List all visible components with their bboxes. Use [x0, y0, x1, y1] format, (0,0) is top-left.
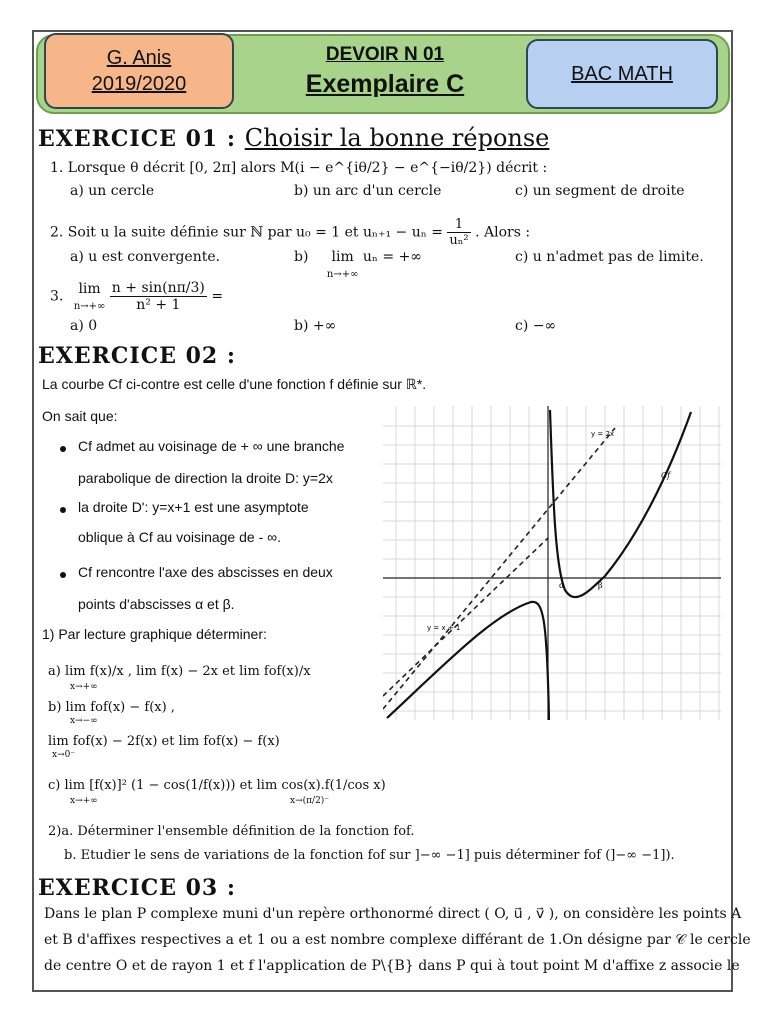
q2-stem-end: . Alors : [475, 224, 531, 241]
curve-cf-left [387, 602, 549, 720]
bullet-dot [60, 572, 66, 578]
exercise1-title: EXERCICE 01 : [38, 126, 237, 152]
ex3-line3: de centre O et de rayon 1 et f l'application de P\{B} dans P qui à tout point M d'affixe z associe le [44, 958, 740, 974]
exam-title [270, 44, 500, 99]
ex2-q1c-sub2: x→(π/2)⁻ [290, 796, 330, 806]
q3-stem [50, 280, 223, 313]
ex2-q2a: 2)a. Déterminer l'ensemble définition de la fonction fof. [48, 824, 415, 839]
ex2-known: On sait que: [42, 408, 118, 424]
bullet3-line2: points d'abscisses α et β. [78, 596, 235, 612]
author-name: G. Anis [106, 47, 172, 69]
q3-fraction [110, 280, 207, 313]
exercise1-heading [38, 124, 549, 152]
ex2-q1a-sub: x→+∞ [70, 682, 98, 692]
ex3-line1: Dans le plan P complexe muni d'un repère orthonormé direct ( O, u⃗ , v⃗ ), on considère les points A [44, 906, 742, 922]
curve-cf-right [550, 410, 691, 597]
label-cf: Cf [661, 471, 671, 480]
q1-stem: 1. Lorsque θ décrit [0, 2π] alors M(i − e^{iθ/2} − e^{−iθ/2}) décrit : [50, 160, 548, 176]
ex3-line2: et B d'affixes respectives a et 1 ou a est nombre complexe différant de 1.On désigne par 𝒞 le cercle [44, 932, 751, 948]
q2-option-b [294, 249, 422, 281]
q2-lim-value: uₙ = +∞ [362, 249, 422, 265]
q2-frac-num: 1 [447, 217, 470, 233]
ex2-q1c-sub1: x→+∞ [70, 796, 98, 806]
ex2-q1b: b) lim fof(x) − f(x) , [48, 700, 175, 715]
q3-option-b: b) +∞ [294, 318, 337, 334]
q2-stem-text: 2. Soit u la suite définie sur ℕ par u₀ = 1 et uₙ₊₁ − uₙ = [50, 224, 443, 241]
exercise3-heading: EXERCICE 03 : [38, 875, 237, 901]
label-y-x-plus-1: y = x + 1 [427, 624, 461, 632]
bullet1-line1: Cf admet au voisinage de + ∞ une branche [78, 438, 345, 454]
q1-option-b: b) un arc d'un cercle [294, 183, 442, 199]
q3-option-a: a) 0 [70, 318, 98, 334]
label-alpha: α [559, 581, 565, 590]
label-y-2x: y = 2x [591, 430, 615, 438]
exercise2-heading: EXERCICE 02 : [38, 343, 237, 369]
devoir-number: DEVOIR N 01 [325, 44, 445, 65]
ex2-q1a: a) lim f(x)/x , lim f(x) − 2x et lim fof(x)/x [48, 664, 311, 679]
q2-option-b-letter: b) [294, 249, 309, 265]
ex2-q1b2: lim fof(x) − 2f(x) et lim fof(x) − f(x) [48, 734, 280, 749]
q2-option-c: c) u n'admet pas de limite. [515, 249, 704, 265]
bullet2-line2: oblique à Cf au voisinage de - ∞. [78, 529, 281, 545]
q3-number: 3. [50, 288, 64, 305]
author-box [44, 33, 234, 109]
bullet-dot [60, 446, 66, 452]
bullet1-line2: parabolique de direction la droite D: y=2x [78, 470, 333, 486]
bullet-dot [60, 507, 66, 513]
exemplaire-label: Exemplaire C [305, 70, 465, 98]
ex2-q1b2-sub: x→0⁻ [52, 750, 76, 760]
q2-lim-sub: n→+∞ [326, 269, 359, 280]
label-beta: β [598, 581, 603, 590]
ex2-intro: La courbe Cf ci-contre est celle d'une fonction f définie sur ℝ*. [42, 376, 427, 392]
q2-frac-den: uₙ² [449, 233, 469, 248]
q3-equals: = [211, 288, 224, 305]
ex2-question1: 1) Par lecture graphique déterminer: [42, 626, 267, 642]
q2-stem [50, 217, 530, 248]
asymptote-d-2x [383, 428, 615, 709]
ex2-q1c: c) lim [f(x)]² (1 − cos(1/f(x))) et lim cos(x).f(1/cos x) [48, 778, 386, 793]
bullet3-line1: Cf rencontre l'axe des abscisses en deux [78, 564, 333, 580]
asymptote-dprime-x1 [383, 538, 548, 696]
q3-limit [74, 281, 106, 313]
q3-frac-num: n + sin(nπ/3) [111, 280, 205, 296]
q3-lim-word: lim [78, 280, 101, 297]
school-year: 2019/2020 [91, 73, 187, 95]
q2-fraction [447, 217, 470, 248]
q2-limit [327, 249, 359, 281]
bullet2-line1: la droite D': y=x+1 est une asymptote [78, 499, 309, 515]
q1-option-a: a) un cercle [70, 183, 155, 199]
function-graph [383, 406, 721, 720]
q2-option-a: a) u est convergente. [70, 249, 221, 265]
q2-lim-word: lim [331, 249, 354, 265]
q3-frac-den: n² + 1 [136, 297, 181, 313]
exercise1-subtitle: Choisir la bonne réponse [244, 124, 550, 152]
section-label: BAC MATH [571, 62, 673, 85]
section-box [526, 39, 718, 109]
ex2-q1b-sub: x→−∞ [70, 716, 98, 726]
q3-lim-sub: n→+∞ [73, 300, 106, 312]
ex2-q2b: b. Etudier le sens de variations de la fonction fof sur ]−∞ −1] puis déterminer fof (]−∞ −1]). [64, 848, 675, 863]
q1-option-c: c) un segment de droite [515, 183, 685, 199]
q3-option-c: c) −∞ [515, 318, 557, 334]
